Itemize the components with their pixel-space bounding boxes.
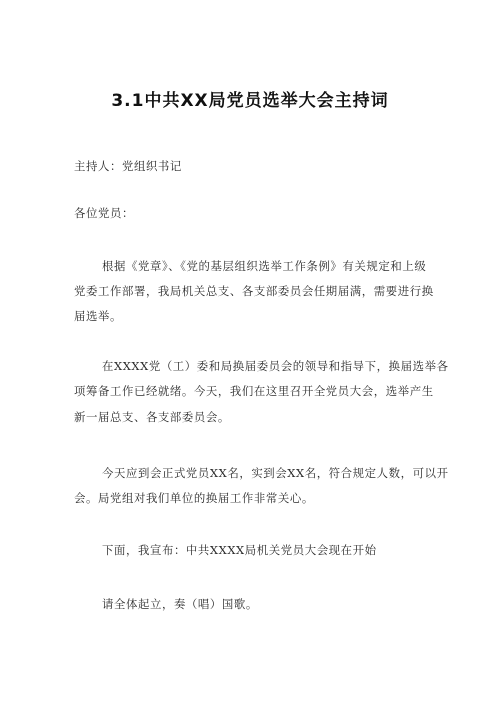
paragraph-4-line-1: 下面，我宣布：中共XXXX局机关党员大会现在开始 bbox=[102, 543, 377, 557]
salutation: 各位党员： bbox=[74, 206, 134, 220]
document-title: 3.1中共XX局党员选举大会主持词 bbox=[111, 91, 389, 111]
paragraph-3-line-2: 会。局党组对我们单位的换届工作非常关心。 bbox=[74, 491, 314, 505]
paragraph-2-line-1: 在XXXX党（工）委和局换届委员会的领导和指导下，换届选举各 bbox=[102, 359, 449, 373]
paragraph-2-line-2: 项筹备工作已经就绪。今天，我们在这里召开全党员大会，选举产生 bbox=[74, 384, 434, 398]
host-line: 主持人：党组织书记 bbox=[74, 159, 182, 173]
paragraph-1-line-1: 根据《党章》、《党的基层组织选举工作条例》有关规定和上级 bbox=[102, 259, 427, 273]
paragraph-5-line-1: 请全体起立，奏（唱）国歌。 bbox=[102, 597, 258, 611]
paragraph-1-line-2: 党委工作部署，我局机关总支、各支部委员会任期届满，需要进行换 bbox=[74, 284, 434, 298]
paragraph-2-line-3: 新一届总支、各支部委员会。 bbox=[74, 410, 230, 424]
paragraph-1-line-3: 届选举。 bbox=[74, 309, 122, 323]
paragraph-3-line-1: 今天应到会正式党员XX名，实到会XX名，符合规定人数，可以开 bbox=[102, 466, 449, 480]
